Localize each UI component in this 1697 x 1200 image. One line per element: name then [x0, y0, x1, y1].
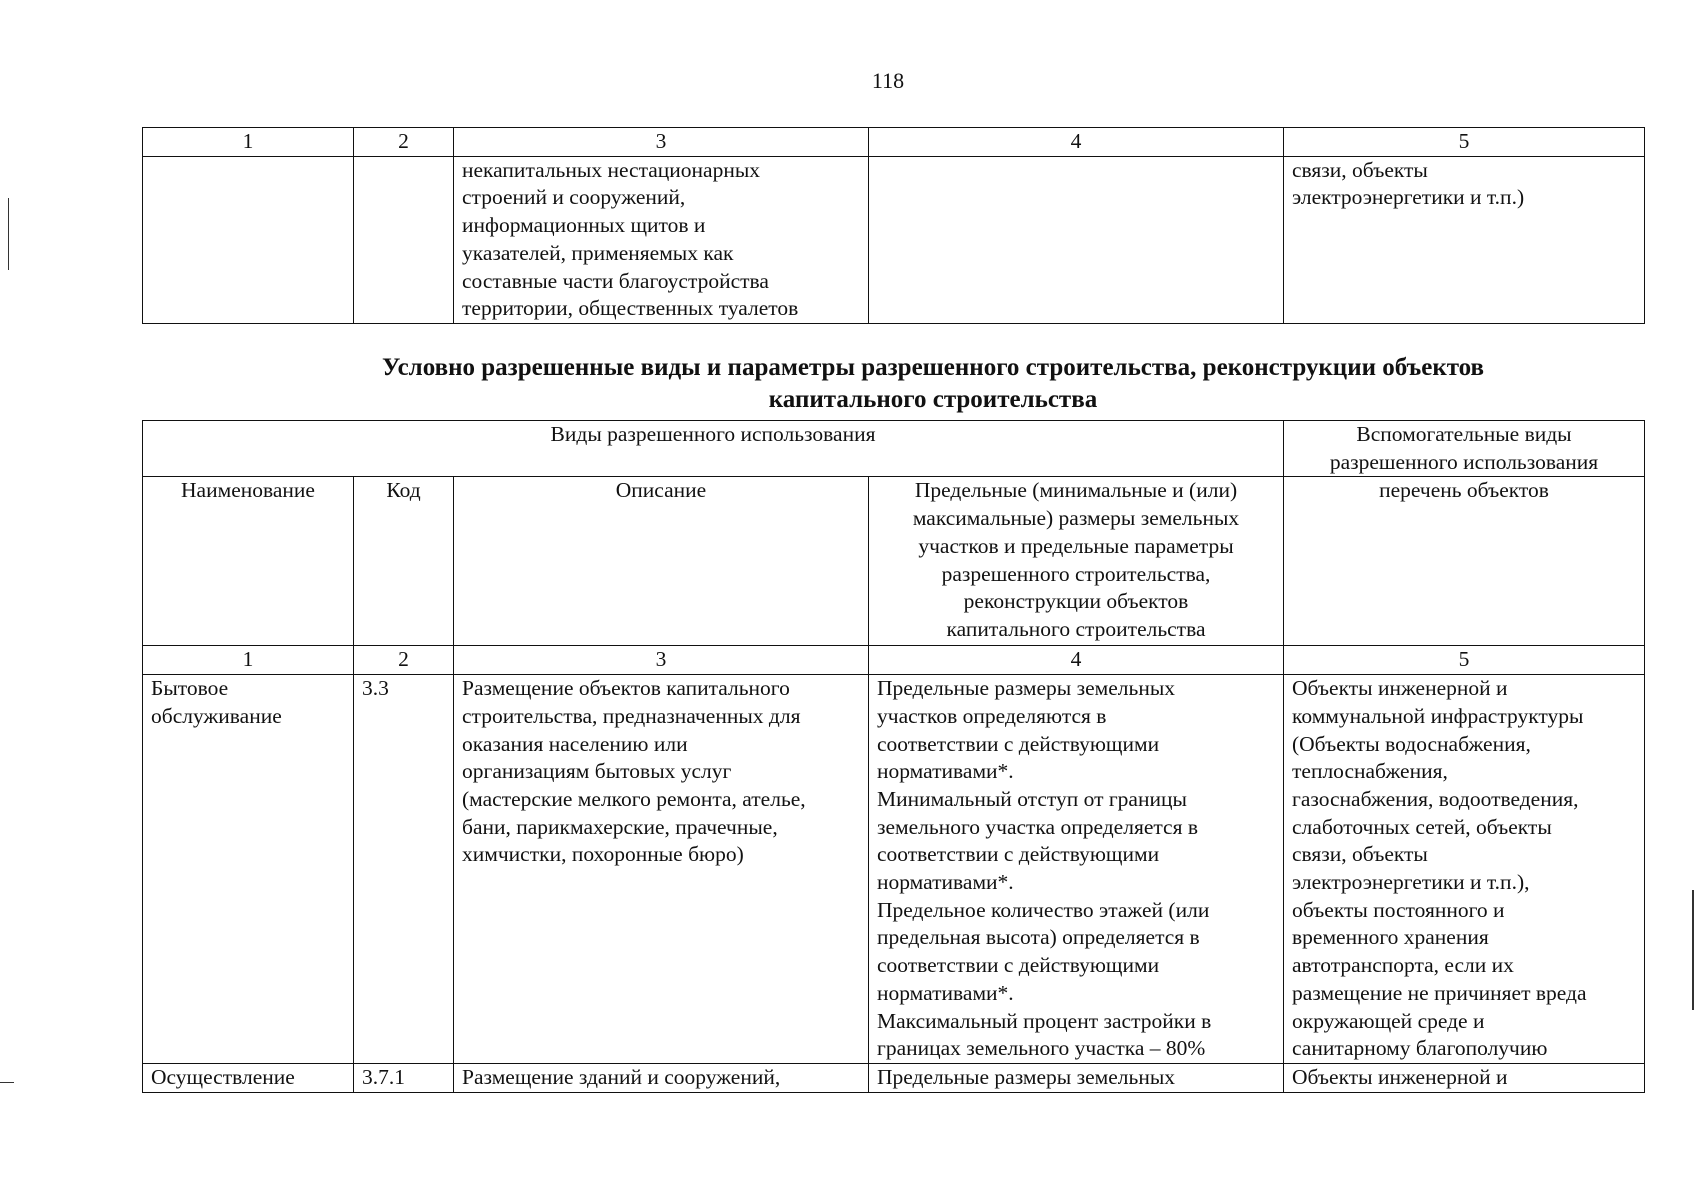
- scan-mark-left-top: [8, 198, 9, 270]
- column-number-5: 5: [1284, 646, 1645, 675]
- section-title-line-2: капитального строительства: [768, 386, 1098, 413]
- cell-parameters: Предельные размеры земельных: [869, 1063, 1284, 1092]
- cell-code: [354, 156, 454, 323]
- header-row-main: [143, 421, 1645, 477]
- section-title-line-1: Условно разрешенные виды и параметры разрешенного строительства, реконструкции объектов: [381, 354, 1485, 381]
- column-number-4: 4: [869, 646, 1284, 675]
- column-number-3: 3: [454, 646, 869, 675]
- table-row: [143, 156, 1645, 323]
- cell-code: 3.3: [354, 675, 454, 1064]
- table-row: [143, 675, 1645, 1064]
- cell-description: Размещение зданий и сооружений,: [454, 1063, 869, 1092]
- column-number-3: 3: [454, 128, 869, 157]
- page-number: 118: [871, 68, 905, 93]
- header-name: Наименование: [143, 477, 354, 646]
- cell-auxiliary: Объекты инженерной и: [1284, 1063, 1645, 1092]
- column-number-4: 4: [869, 128, 1284, 157]
- header-parameters: Предельные (минимальные и (или) максимальные) размеры земельных участков и предельные параметры разрешенного строительства, реконструкции объектов капитального строительства: [869, 477, 1284, 646]
- cell-auxiliary: связи, объекты электроэнергетики и т.п.): [1284, 156, 1645, 323]
- cell-parameters: Предельные размеры земельных участков определяются в соответствии с действующими нормативами*. Минимальный отступ от границы земельного участка определяется в соответствии с действующими нормативами*. Предельное количество этажей (или предельная высота) определяется в соответствии с действующими нормативами*. Максимальный процент застройки в границах земельного участка – 80%: [869, 675, 1284, 1064]
- column-number-5: 5: [1284, 128, 1645, 157]
- cell-name: Осуществление: [143, 1063, 354, 1092]
- cell-code: 3.7.1: [354, 1063, 454, 1092]
- scan-mark-right: [1692, 890, 1694, 1010]
- scan-mark-left-bottom: [0, 1082, 14, 1083]
- header-auxiliary-uses: Вспомогательные виды разрешенного использования: [1284, 421, 1645, 477]
- column-number-2: 2: [354, 646, 454, 675]
- header-object-list: перечень объектов: [1284, 477, 1645, 646]
- table-row: [143, 1063, 1645, 1092]
- cell-name: [143, 156, 354, 323]
- header-permitted-uses: Виды разрешенного использования: [143, 421, 1284, 477]
- cell-name: Бытовое обслуживание: [143, 675, 354, 1064]
- continuation-table: [142, 127, 1645, 324]
- header-description: Описание: [454, 477, 869, 646]
- section-title: [142, 352, 1644, 416]
- cell-parameters: [869, 156, 1284, 323]
- cell-description: некапитальных нестационарных строений и сооружений, информационных щитов и указателей, применяемых как составные части благоустройства территории, общественных туалетов: [454, 156, 869, 323]
- header-row-sub: [143, 477, 1645, 646]
- column-number-row: [143, 646, 1645, 675]
- column-number-1: 1: [143, 646, 354, 675]
- cell-description: Размещение объектов капитального строительства, предназначенных для оказания населению или организациям бытовых услуг (мастерские мелкого ремонта, ателье, бани, парикмахерские, прачечные, химчистки, похоронные бюро): [454, 675, 869, 1064]
- column-number-1: 1: [143, 128, 354, 157]
- column-number-row: [143, 128, 1645, 157]
- column-number-2: 2: [354, 128, 454, 157]
- header-code: Код: [354, 477, 454, 646]
- permitted-uses-table: [142, 420, 1645, 1093]
- cell-auxiliary: Объекты инженерной и коммунальной инфраструктуры (Объекты водоснабжения, теплоснабжения, газоснабжения, водоотведения, слаботочных сетей, объекты связи, объекты электроэнергетики и т.п.), объекты постоянного и временного хранения автотранспорта, если их размещение не причиняет вреда окружающей среде и санитарному благополучию: [1284, 675, 1645, 1064]
